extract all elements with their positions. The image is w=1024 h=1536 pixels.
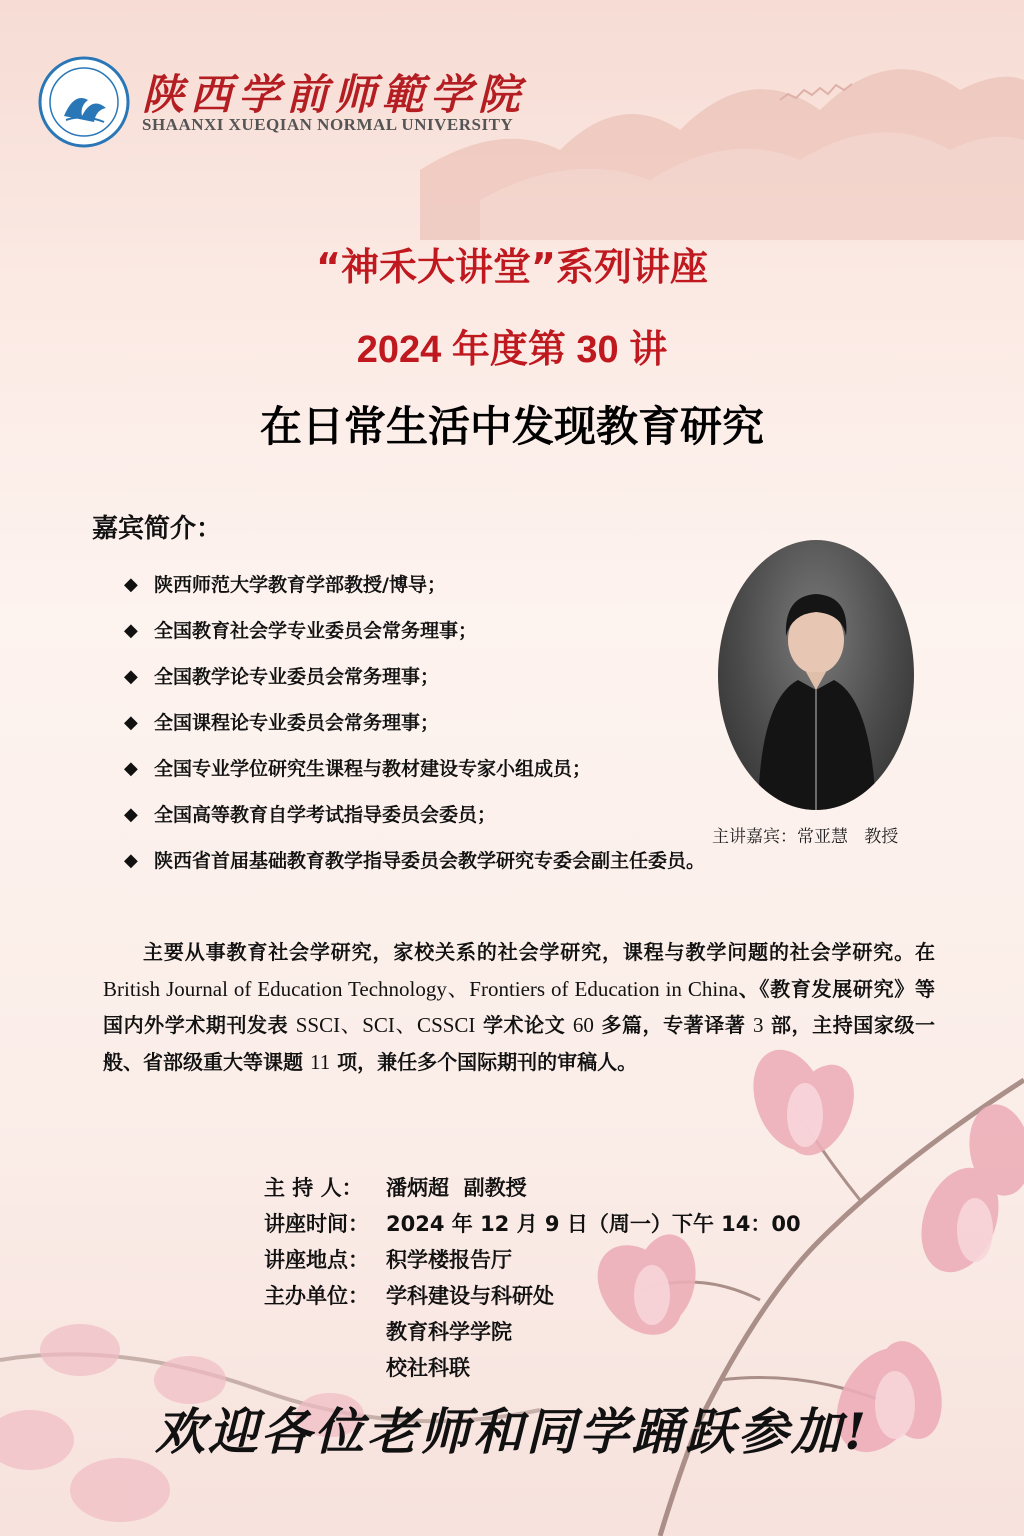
speaker-portrait-icon [718,540,914,810]
speaker-bio: 主要从事教育社会学研究，家校关系的社会学研究，课程与教学问题的社会学研究。在 British Journal of Education Technology、Frontiers of Education in China、《教育发展研究》等国内外学术期刊发表 SSCI、SCI、CSSCI 学术论文 60 多篇，专著译著 3 部，主持国家级一般、省部级重大等课题 11 项，兼任多个国际期刊的审稿人。 [103,940,936,1074]
diamond-icon: ◆ [124,850,138,871]
university-name-en: SHAANXI XUEQIAN NORMAL UNIVERSITY [142,115,514,134]
diamond-icon: ◆ [124,574,138,595]
lecture-topic-title: 在日常生活中发现教育研究 [259,402,764,451]
guest-credentials-list [124,568,724,883]
info-row-venue: 讲座地点： 积学楼报告厅 [264,1248,512,1272]
info-row-organizer-2: 教育科学学院 [386,1320,512,1344]
list-item: ◆ 陕西省首届基础教育教学指导委员会教学研究专委会副主任委员。 [124,844,724,883]
list-item: ◆ 陕西师范大学教育学部教授/博导； [124,568,724,614]
diamond-icon: ◆ [124,758,138,779]
university-name-cn: 陕西学前师範学院 [142,70,527,119]
info-row-time: 讲座时间： 2024 年 12 月 9 日（周一）下午 14：00 [264,1212,801,1236]
speaker-caption: 主讲嘉宾：常亚慧 教授 [712,827,899,847]
diamond-icon: ◆ [124,666,138,687]
list-item: ◆ 全国高等教育自学考试指导委员会委员； [124,798,724,844]
diamond-icon: ◆ [124,620,138,641]
university-logo-icon [38,56,130,148]
list-item: ◆ 全国课程论专业委员会常务理事； [124,706,724,752]
list-item: ◆ 全国教育社会学专业委员会常务理事； [124,614,724,660]
welcome-slogan: 欢迎各位老师和同学踊跃参加! [155,1402,869,1461]
diamond-icon: ◆ [124,804,138,825]
speaker-photo [718,540,914,810]
info-row-organizer-3: 校社科联 [386,1356,470,1380]
list-item: ◆ 全国教学论专业委员会常务理事； [124,660,724,706]
lecture-series-title: “神禾大讲堂”系列讲座 [316,245,708,289]
list-item: ◆ 全国专业学位研究生课程与教材建设专家小组成员； [124,752,724,798]
event-info [264,1170,801,1386]
info-row-organizer: 主办单位： 学科建设与科研处 [264,1284,554,1308]
info-row-host: 主 持 人： 潘炳超 副教授 [264,1176,527,1200]
lecture-session-title: 2024 年度第 30 讲 [356,329,668,371]
guest-intro-heading: 嘉宾简介： [92,514,223,544]
diamond-icon: ◆ [124,712,138,733]
